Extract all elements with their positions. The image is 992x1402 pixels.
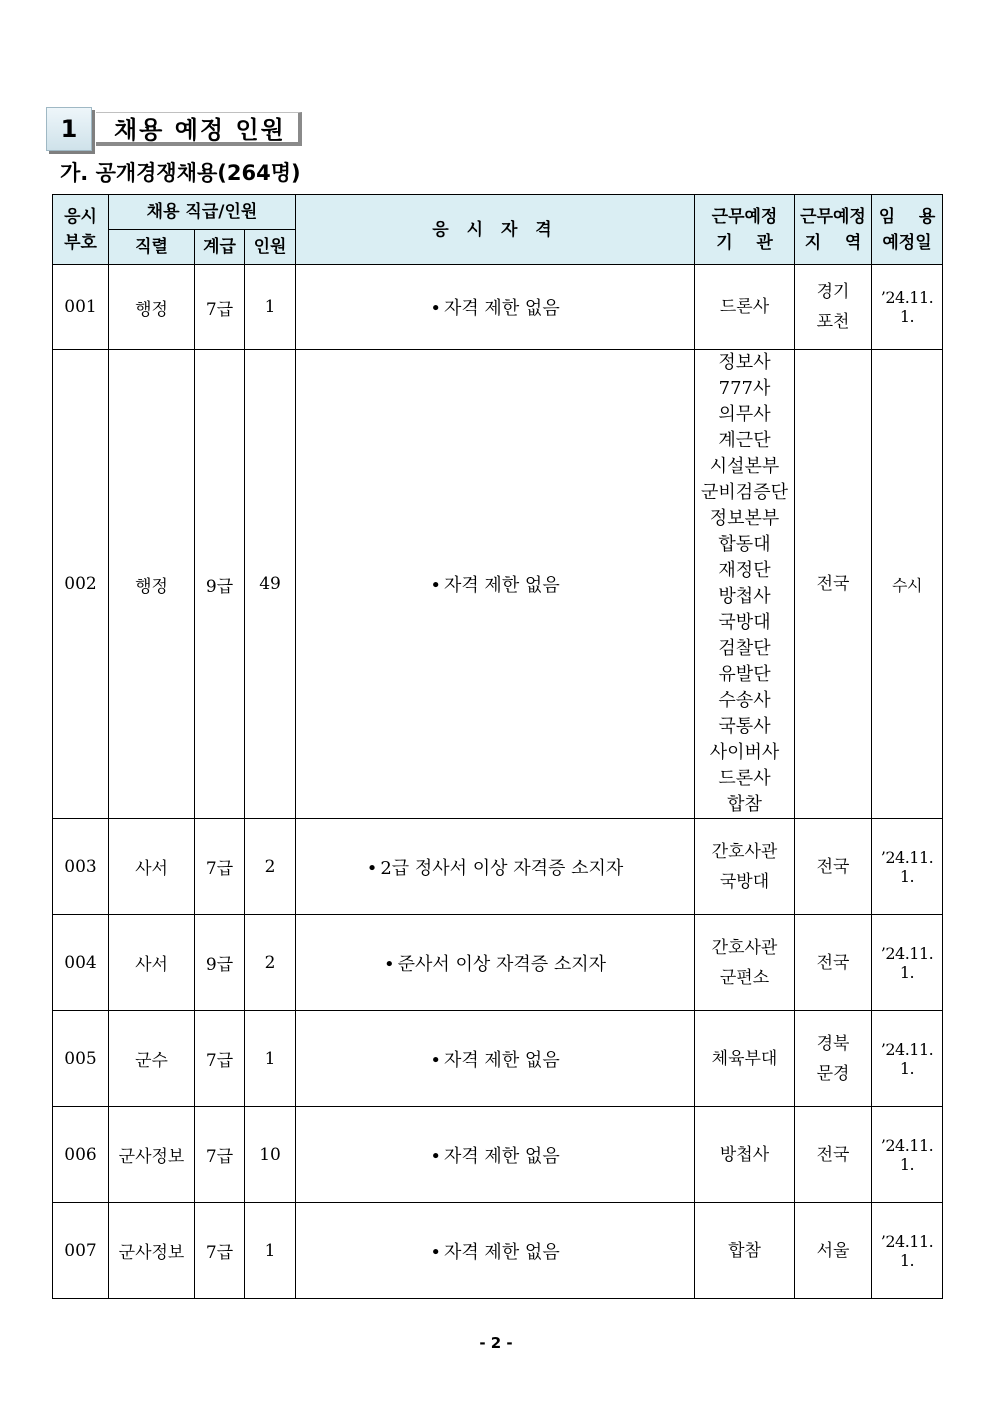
bullet-icon: • [366,857,378,879]
section-title: 채용 예정 인원 [96,112,302,146]
cell-grade: 7급 [195,819,245,915]
cell-agency: 간호사관 군편소 [695,915,795,1011]
page-number: - 2 - [479,1334,513,1352]
table-row [53,1011,943,1107]
cell-region: 경기 포천 [795,265,872,350]
cell-region: 서울 [795,1203,872,1299]
cell-qualification: • 자격 제한 없음 [296,1203,695,1299]
cell-count: 1 [245,1011,296,1107]
cell-date: ’24.11. 1. [872,1107,943,1203]
cell-date: ’24.11. 1. [872,265,943,350]
cell-qualification: • 자격 제한 없음 [296,350,695,819]
header-series: 직렬 [109,230,195,265]
cell-count: 49 [245,350,296,819]
recruitment-table [52,194,943,1299]
subheading: 가. 공개경쟁채용(264명) [60,161,301,185]
cell-agency: 체육부대 [695,1011,795,1107]
cell-region: 전국 [795,350,872,819]
cell-grade: 7급 [195,1107,245,1203]
cell-qualification: • 준사서 이상 자격증 소지자 [296,915,695,1011]
cell-count: 2 [245,819,296,915]
cell-code: 001 [53,265,109,350]
cell-code: 004 [53,915,109,1011]
cell-grade: 9급 [195,915,245,1011]
bullet-icon: • [383,953,395,975]
header-grade: 계급 [195,230,245,265]
cell-qualification: • 자격 제한 없음 [296,1011,695,1107]
cell-series: 군사정보 [109,1107,195,1203]
cell-agency: 합참 [695,1203,795,1299]
cell-grade: 7급 [195,1011,245,1107]
cell-region: 경북 문경 [795,1011,872,1107]
section-number-badge: 1 [46,107,92,151]
cell-region: 전국 [795,915,872,1011]
cell-region: 전국 [795,1107,872,1203]
bullet-icon: • [430,1049,441,1071]
cell-qualification: • 2급 정사서 이상 자격증 소지자 [296,819,695,915]
cell-agency: 간호사관 국방대 [695,819,795,915]
header-agency: 근무예정 기 관 [695,195,795,265]
cell-code: 005 [53,1011,109,1107]
cell-qualification: • 자격 제한 없음 [296,1107,695,1203]
cell-series: 사서 [109,819,195,915]
header-count: 인원 [245,230,296,265]
cell-agency: 정보사 777사 의무사 계근단 시설본부 군비검증단 정보본부 합동대 재정단 방첩사 국방대 검찰단 유발단 수송사 국통사 사이버사 드론사 합참 [695,350,795,819]
cell-date: ’24.11. 1. [872,1011,943,1107]
cell-series: 사서 [109,915,195,1011]
cell-qualification: • 자격 제한 없음 [296,265,695,350]
table-row [53,915,943,1011]
cell-date: ’24.11. 1. [872,1203,943,1299]
table-row [53,819,943,915]
cell-count: 1 [245,1203,296,1299]
cell-date: 수시 [872,350,943,819]
cell-count: 1 [245,265,296,350]
table-row [53,1107,943,1203]
header-exam-no: 응시 부호 [53,195,109,265]
bullet-icon: • [430,575,441,596]
header-position-group: 채용 직급/인원 [109,195,296,230]
cell-series: 군수 [109,1011,195,1107]
cell-series: 행정 [109,350,195,819]
cell-grade: 7급 [195,1203,245,1299]
cell-date: ’24.11. 1. [872,819,943,915]
cell-series: 군사정보 [109,1203,195,1299]
cell-grade: 9급 [195,350,245,819]
bullet-icon: • [430,1145,441,1167]
cell-code: 003 [53,819,109,915]
cell-region: 전국 [795,819,872,915]
header-qualification: 응 시 자 격 [296,195,695,265]
table-row [53,1203,943,1299]
cell-count: 2 [245,915,296,1011]
header-region: 근무예정 지 역 [795,195,872,265]
cell-grade: 7급 [195,265,245,350]
cell-agency: 방첩사 [695,1107,795,1203]
cell-code: 002 [53,350,109,819]
bullet-icon: • [430,1241,441,1263]
header-appointment-date: 임 용 예정일 [872,195,943,265]
cell-date: ’24.11. 1. [872,915,943,1011]
cell-series: 행정 [109,265,195,350]
table-row [53,265,943,350]
cell-count: 10 [245,1107,296,1203]
cell-code: 006 [53,1107,109,1203]
bullet-icon: • [430,298,441,319]
table-row [53,350,943,819]
cell-agency: 드론사 [695,265,795,350]
cell-code: 007 [53,1203,109,1299]
